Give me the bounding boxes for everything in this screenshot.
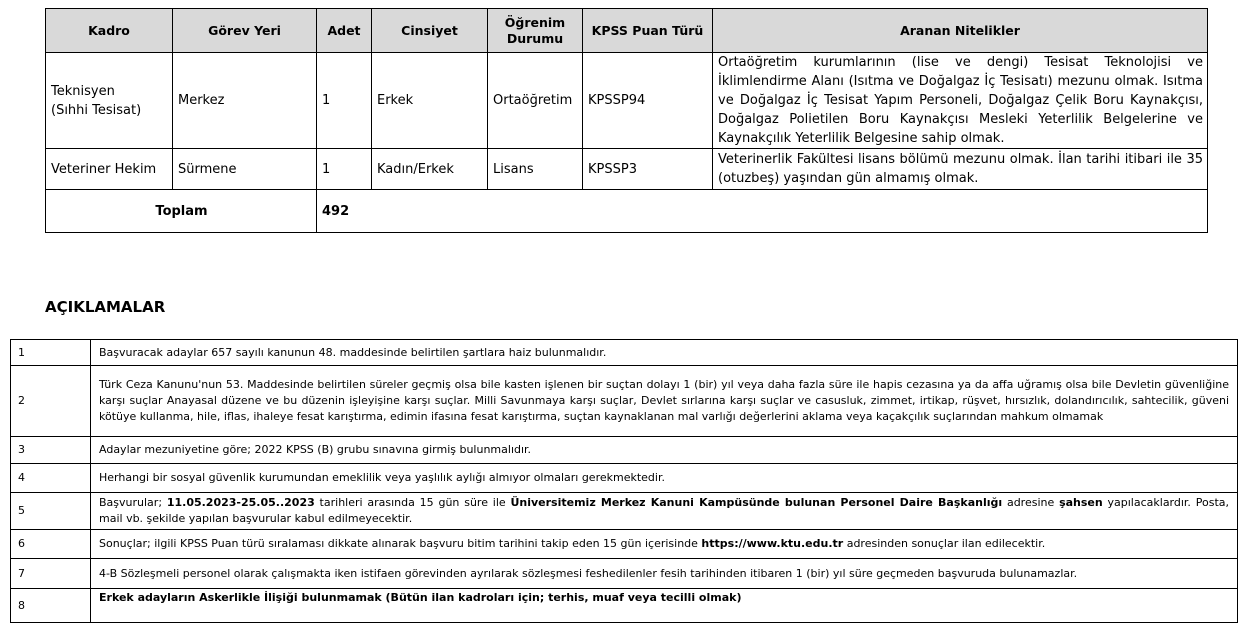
- note-text: Türk Ceza Kanunu'nun 53. Maddesinde belirtilen süreler geçmiş olsa bile kasten işlenen bir suçtan dolayı 1 (bir) yıl veya daha fazla süre ile hapis cezasına ya da affa uğramış olsa bile Devletin güvenliğine karşı suçlar Anayasal düzene ve bu düzenin işleyişine karşı suçlar. Milli Savunmaya karşı suçlar, Devlet sırlarına karşı suçlar ve casusluk, zimmet, irtikap, rüşvet, hırsızlık, dolandırıcılık, sahtecilik, güveni kötüye kullanma, hile, iflas, ihaleye fesat karıştırma, edimin ifasına fesat karıştırma, suçtan kaynaklanan mal varlığı değerlerini aklama veya kaçakçılık suçlarından mahkum olmamak: [91, 366, 1238, 437]
- note-number: 3: [11, 437, 91, 464]
- application-method: şahsen: [1059, 496, 1103, 509]
- header-aranan-nitelikler: Aranan Nitelikler: [713, 9, 1208, 53]
- note-row: [11, 589, 1238, 623]
- notes-table: [10, 339, 1238, 623]
- cell-adet: 1: [317, 53, 372, 149]
- note-row: [11, 340, 1238, 366]
- total-value: 492: [317, 190, 1208, 233]
- header-ogrenim-durumu: Öğrenim Durumu: [488, 9, 583, 53]
- cell-kpss-puan-turu: KPSSP94: [583, 53, 713, 149]
- cell-adet: 1: [317, 149, 372, 190]
- header-kpss-puan-turu: KPSS Puan Türü: [583, 9, 713, 53]
- note-text: Adaylar mezuniyetine göre; 2022 KPSS (B) grubu sınavına girmiş bulunmalıdır.: [91, 437, 1238, 464]
- note-text: 4-B Sözleşmeli personel olarak çalışmakta iken istifaen görevinden ayrılarak sözleşmesi feshedilenler fesih tarihinden itibaren 1 (bir) yıl süre geçmeden başvuruda bulunamazlar.: [91, 559, 1238, 589]
- note-number: 5: [11, 493, 91, 530]
- note-number: 4: [11, 464, 91, 493]
- note-number: 2: [11, 366, 91, 437]
- header-cinsiyet: Cinsiyet: [372, 9, 488, 53]
- table-row: [46, 53, 1208, 149]
- cell-cinsiyet: Erkek: [372, 53, 488, 149]
- note-text-segment: Başvurular;: [99, 496, 167, 509]
- note-text: Başvuracak adaylar 657 sayılı kanunun 48. maddesinde belirtilen şartlara haiz bulunmalıdır.: [91, 340, 1238, 366]
- note-number: 6: [11, 530, 91, 559]
- note-text-segment: Sonuçlar; ilgili KPSS Puan türü sıralaması dikkate alınarak başvuru bitim tarihini takip eden 15 gün içerisinde: [99, 537, 702, 550]
- notes-title: AÇIKLAMALAR: [45, 298, 166, 316]
- cell-aranan-nitelikler: Veterinerlik Fakültesi lisans bölümü mezunu olmak. İlan tarihi itibari ile 35 (otuzbeş) yaşından gün almamış olmak.: [713, 149, 1208, 190]
- note-text: Herhangi bir sosyal güvenlik kurumundan emeklilik veya yaşlılık aylığı almıyor olmaları gerekmektedir.: [91, 464, 1238, 493]
- total-label: Toplam: [46, 190, 317, 233]
- note-text: Erkek adayların Askerlikle İlişiği bulunmamak (Bütün ilan kadroları için; terhis, muaf veya tecilli olmak): [91, 589, 1238, 623]
- header-adet: Adet: [317, 9, 372, 53]
- note-text-segment: adresine: [1002, 496, 1060, 509]
- note-text-segment: yapılacaklardır. Posta, mail vb. şekilde yapılan başvurular kabul edilmeyecektir.: [99, 496, 1229, 525]
- note-text-segment: adresinden sonuçlar ilan edilecektir.: [843, 537, 1046, 550]
- cell-gorev-yeri: Merkez: [173, 53, 317, 149]
- note-row: [11, 559, 1238, 589]
- note-number: 1: [11, 340, 91, 366]
- positions-table: [45, 8, 1208, 233]
- application-office: Üniversitemiz Merkez Kanuni Kampüsünde bulunan Personel Daire Başkanlığı: [510, 496, 1003, 509]
- note-text: [91, 530, 1238, 559]
- results-url: https://www.ktu.edu.tr: [701, 537, 844, 550]
- note-text: [91, 493, 1238, 530]
- note-text-segment: tarihleri arasında 15 gün süre ile: [314, 496, 511, 509]
- cell-kpss-puan-turu: KPSSP3: [583, 149, 713, 190]
- cell-kadro: Veteriner Hekim: [46, 149, 173, 190]
- table-header-row: [46, 9, 1208, 53]
- note-row: [11, 464, 1238, 493]
- note-row: [11, 437, 1238, 464]
- note-row: [11, 530, 1238, 559]
- cell-gorev-yeri: Sürmene: [173, 149, 317, 190]
- note-number: 7: [11, 559, 91, 589]
- note-number: 8: [11, 589, 91, 623]
- cell-kadro-text: Teknisyen (Sıhhi Tesisat): [51, 83, 142, 118]
- application-dates: 11.05.2023-25.05..2023: [166, 496, 315, 509]
- cell-aranan-nitelikler: Ortaöğretim kurumlarının (lise ve dengi) Tesisat Teknolojisi ve İklimlendirme Alanı (Isıtma ve Doğalgaz İç Tesisatı) mezunu olmak. Isıtma ve Doğalgaz İç Tesisat Yapım Personeli, Doğalgaz Çelik Boru Kaynakçısı, Doğalgaz Polietilen Boru Kaynakçısı Mesleki Yeterlilik Belgelerine ve Kaynakçılık Yeterlilik Belgesine sahip olmak.: [713, 53, 1208, 149]
- cell-cinsiyet: Kadın/Erkek: [372, 149, 488, 190]
- cell-kadro: [46, 53, 173, 149]
- note-row: [11, 366, 1238, 437]
- total-row: [46, 190, 1208, 233]
- cell-ogrenim-durumu: Ortaöğretim: [488, 53, 583, 149]
- table-row: [46, 149, 1208, 190]
- header-gorev-yeri: Görev Yeri: [173, 9, 317, 53]
- cell-ogrenim-durumu: Lisans: [488, 149, 583, 190]
- note-row: [11, 493, 1238, 530]
- header-kadro: Kadro: [46, 9, 173, 53]
